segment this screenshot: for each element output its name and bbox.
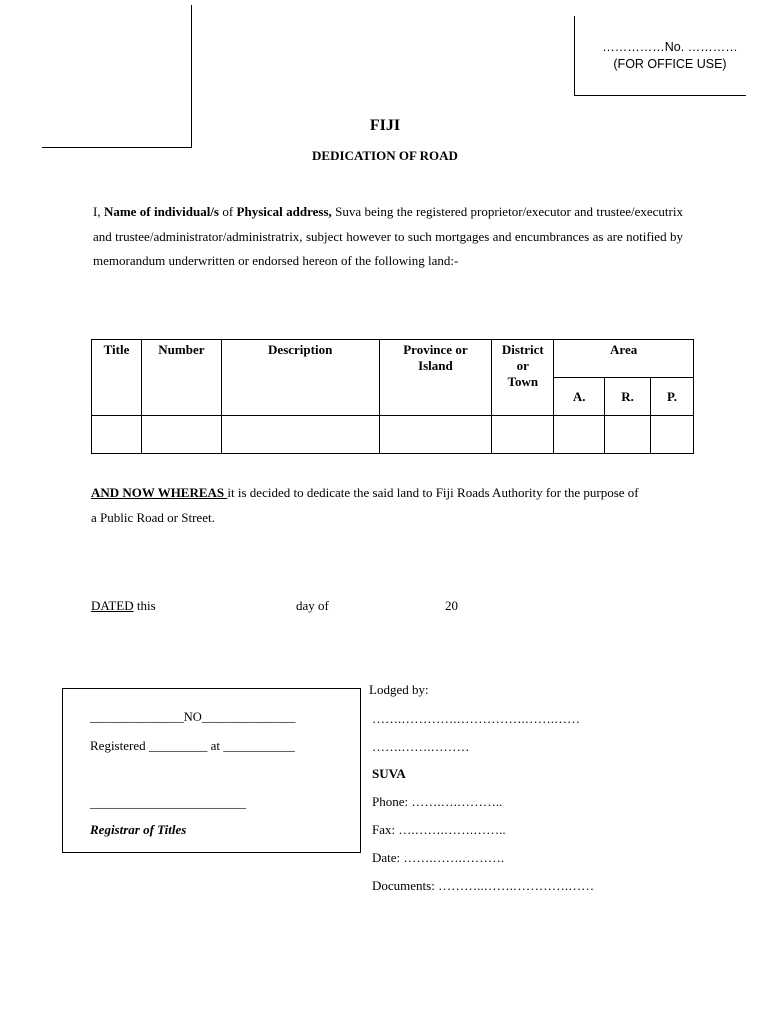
header-province: [379, 340, 492, 416]
intro-prefix: I,: [93, 204, 104, 219]
lodged-date: Date: …….…….……….: [372, 850, 505, 865]
lodged-city: SUVA: [372, 766, 406, 781]
header-area-a: A.: [554, 378, 605, 416]
day-of-label: day of: [296, 598, 329, 613]
cell-province[interactable]: [379, 416, 492, 454]
header-province-line2: Island: [418, 358, 453, 373]
registrar-label: Registrar of Titles: [90, 822, 187, 837]
lodged-phone: Phone: …….….………..: [372, 794, 503, 809]
header-district-line2: or: [516, 358, 529, 373]
header-district-line3: Town: [507, 374, 539, 389]
intro-paragraph: [93, 200, 683, 274]
dated-this: this: [133, 598, 156, 613]
header-district: [492, 340, 554, 416]
signature-line: ________________________: [90, 795, 246, 810]
whereas-line2: a Public Road or Street.: [91, 509, 215, 525]
cell-area-r[interactable]: [605, 416, 651, 454]
cell-description[interactable]: [221, 416, 379, 454]
cell-number[interactable]: [141, 416, 221, 454]
page-subtitle: DEDICATION OF ROAD: [312, 148, 458, 163]
lodged-dots-2: …….…….………: [372, 739, 470, 754]
whereas-line1: it is decided to dedicate the said land to Fiji Roads Authority for the purpose of: [227, 485, 639, 500]
page-title: FIJI: [369, 117, 401, 134]
cell-district[interactable]: [492, 416, 554, 454]
office-use-label: (FOR OFFICE USE): [613, 57, 727, 71]
cell-area-a[interactable]: [554, 416, 605, 454]
header-title: Title: [92, 340, 142, 416]
dated-label: DATED: [91, 598, 134, 613]
lodged-dots-1: …….………….…………….…….……: [372, 711, 580, 726]
intro-body: Suva being the registered proprietor/executor and trustee/executrix and trustee/administrator/administratrix, subject however to such mortgages and encumbrances as are notified by memorandum underwritten or endorsed hereon of the following land:-: [93, 204, 683, 268]
address-label: Physical address,: [236, 204, 332, 219]
registrar-no-line: _______________NO_______________: [90, 710, 296, 724]
year-label: 20: [445, 598, 458, 613]
lodged-documents: Documents: ………..…….………….……: [372, 878, 595, 893]
lodged-fax: Fax: ….…….…….……..: [372, 822, 506, 837]
header-description: Description: [221, 340, 379, 416]
header-area: Area: [554, 340, 694, 378]
office-use-box: [574, 16, 746, 96]
land-table: [91, 339, 694, 454]
intro-of: of: [219, 204, 237, 219]
name-label: Name of individual/s: [103, 204, 219, 219]
cell-title[interactable]: [92, 416, 142, 454]
cell-area-p[interactable]: [651, 416, 694, 454]
whereas-lead: AND NOW WHEREAS: [91, 485, 228, 500]
header-province-line1: Province or: [403, 342, 468, 357]
office-number-line: ……………No. …………: [602, 40, 738, 54]
header-number: Number: [141, 340, 221, 416]
header-area-p: P.: [651, 378, 694, 416]
header-area-r: R.: [605, 378, 651, 416]
lodged-by-label: Lodged by:: [369, 682, 429, 697]
whereas-paragraph: [91, 481, 711, 530]
header-district-line1: District: [501, 342, 544, 357]
registered-line: Registered _________ at ___________: [90, 738, 295, 753]
dated-line: [91, 598, 156, 614]
